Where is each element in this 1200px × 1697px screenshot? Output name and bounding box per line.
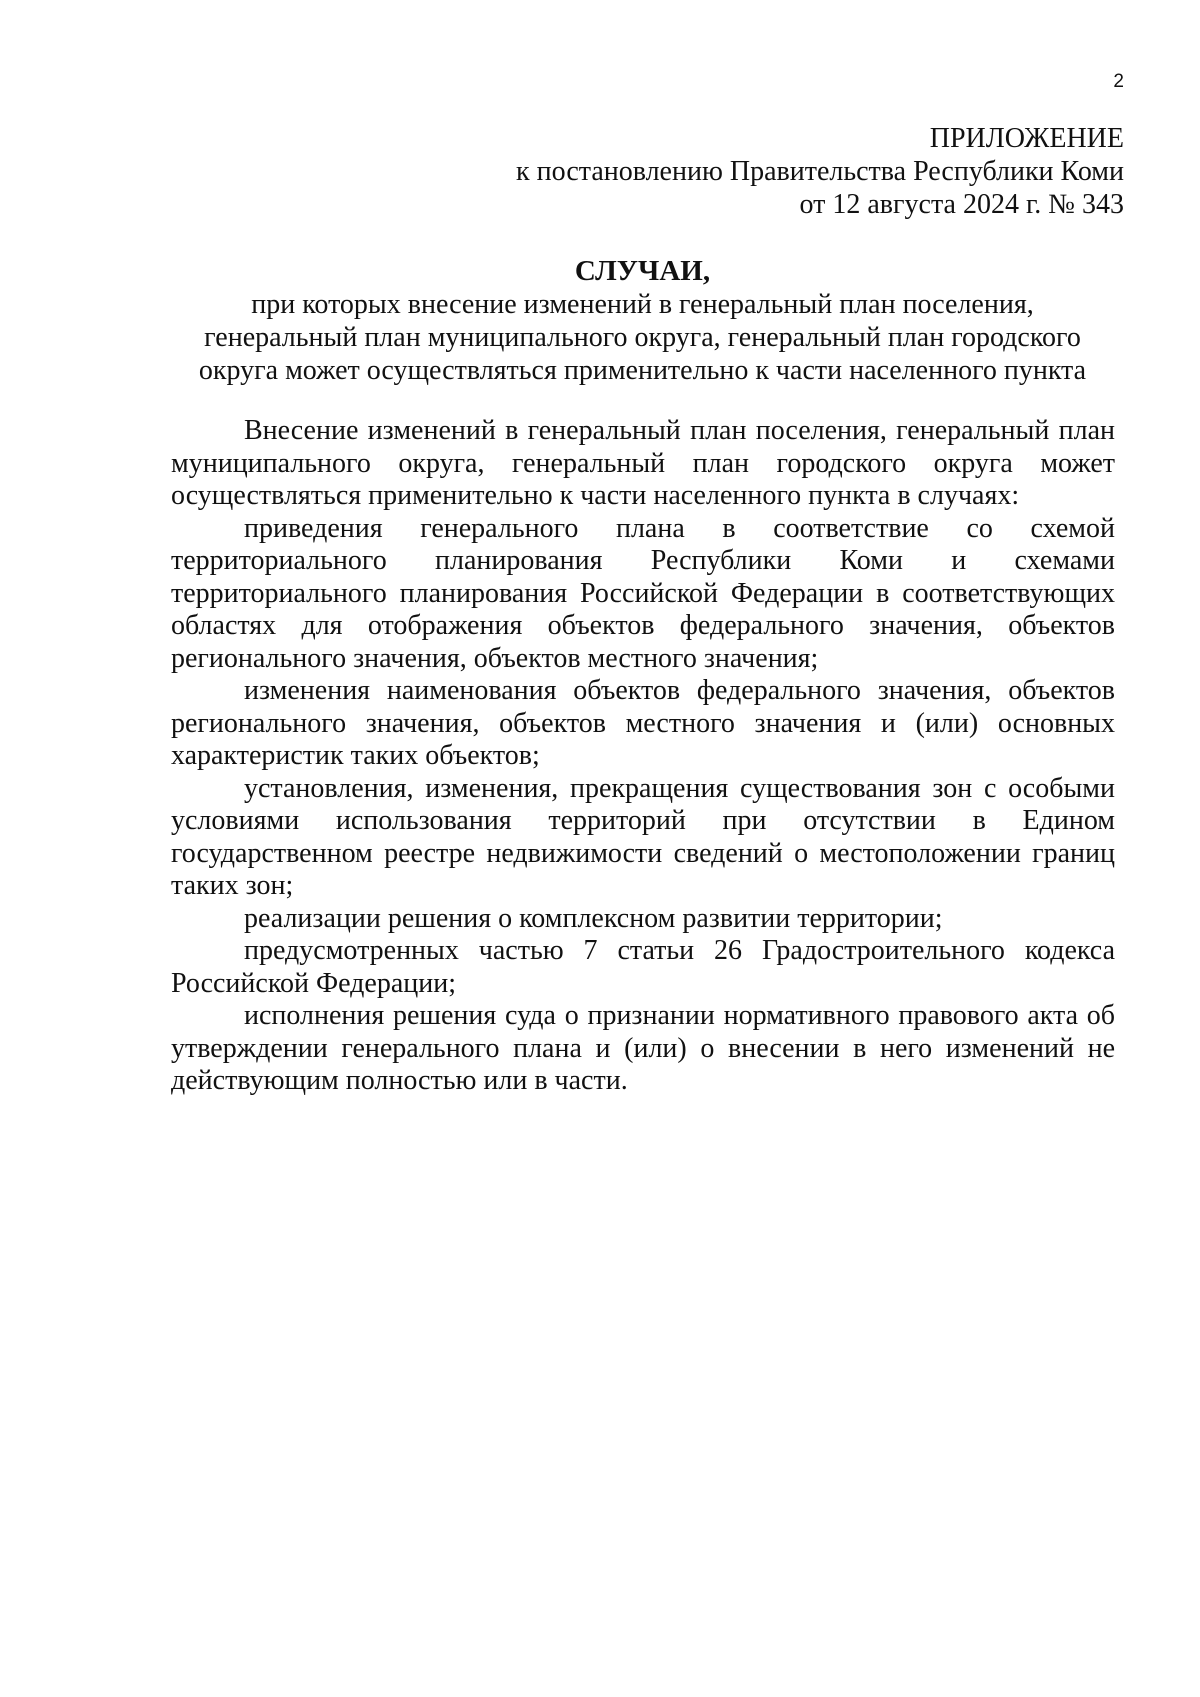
case-paragraph: предусмотренных частью 7 статьи 26 Градостроительного кодекса Российской Федерации; [171, 935, 1115, 999]
annex-reference-line: к постановлению Правительства Республики Коми [516, 156, 1124, 187]
document-subtitle-line: генеральный план муниципального округа, генеральный план городского [204, 322, 1081, 353]
intro-paragraph: Внесение изменений в генеральный план поселения, генеральный план муниципального округа, генеральный план городского округа может осуществляться применительно к части населенного пункта в случаях: [171, 415, 1115, 511]
annex-header [424, 122, 1124, 221]
case-paragraph: приведения генерального плана в соответствие со схемой территориального планирования Республики Коми и схемами территориального планирования Российской Федерации в соответствующих областях для отображения объектов федерального значения, объектов регионального значения, объектов местного значения; [171, 512, 1115, 674]
annex-date-line: от 12 августа 2024 г. № 343 [799, 189, 1124, 220]
document-title-block [170, 255, 1115, 387]
page-number: 2 [1113, 71, 1124, 92]
case-paragraph: исполнения решения суда о признании нормативного правового акта об утверждении генерального плана и (или) о внесении в него изменений не действующим полностью или в части. [171, 1000, 1115, 1096]
case-paragraph: установления, изменения, прекращения существования зон с особыми условиями использования территорий при отсутствии в Едином государственном реестре недвижимости сведений о местоположении границ таких зон; [171, 772, 1115, 901]
case-paragraph: изменения наименования объектов федерального значения, объектов регионального значения, объектов местного значения и (или) основных характеристик таких объектов; [171, 675, 1115, 771]
case-paragraph: реализации решения о комплексном развитии территории; [244, 902, 943, 934]
document-subtitle-line: округа может осуществляться применительно к части населенного пункта [198, 355, 1087, 386]
annex-heading: ПРИЛОЖЕНИЕ [929, 123, 1124, 154]
document-subtitle-line: при которых внесение изменений в генеральный план поселения, [251, 289, 1034, 320]
document-title: СЛУЧАИ, [574, 255, 711, 287]
document-body [171, 415, 1115, 1098]
